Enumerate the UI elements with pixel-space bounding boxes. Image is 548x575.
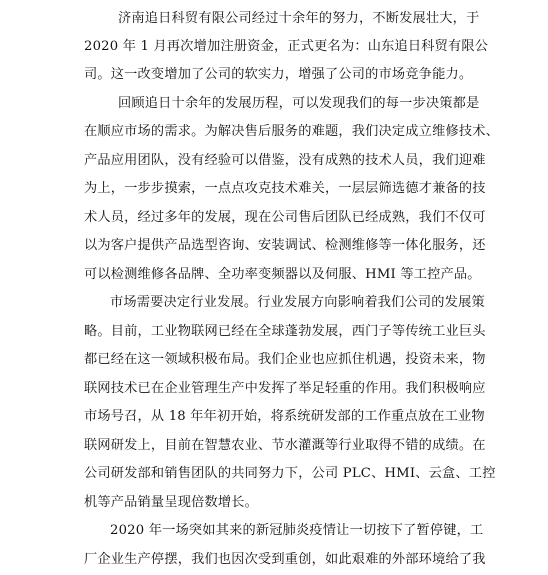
paragraph-line: 以为客户提供产品选型咨询、安装调试、检测维修等一体化服务，还 <box>84 238 486 253</box>
paragraph-line: 市场号召，从 18 年年初开始，将系统研发部的工作重点放在工业物 <box>84 409 485 424</box>
paragraph-line: 2020 年 1 月再次增加注册资金，正式更名为：山东追日科贸有限公 <box>84 39 489 54</box>
paragraph-line: 回顾追日十余年的发展历程，可以发现我们的每一步决策都是 <box>118 96 480 111</box>
paragraph-line: 都已经在这一领域积极布局。我们企业也应抓住机遇，投资未来，物 <box>84 352 486 367</box>
paragraph-line: 联网研发上，目前在智慧农业、节水灌溉等行业取得不错的成绩。在 <box>84 438 486 453</box>
paragraph-line: 市场需要决定行业发展。行业发展方向影响着我们公司的发展策 <box>110 295 485 310</box>
paragraph-line: 产品应用团队，没有经验可以借鉴，没有成熟的技术人员，我们迎难 <box>84 153 486 168</box>
paragraph-line: 厂企业生产停摆，我们也因次受到重创，如此艰难的外部环境给了我 <box>84 552 486 567</box>
paragraph-line: 可以检测维修各品牌、全功率变频器以及伺服、HMI 等工控产品。 <box>84 267 481 282</box>
paragraph-line: 济南追日科贸有限公司经过十余年的努力，不断发展壮大，于 <box>118 11 480 26</box>
paragraph-line: 2020 年一场突如其来的新冠肺炎疫情让一切按下了暂停键，工 <box>110 523 484 538</box>
paragraph-line: 联网技术已在企业管理生产中发挥了举足轻重的作用。我们积极响应 <box>84 381 486 396</box>
paragraph-line: 略。目前，工业物联网已经在全球蓬勃发展，西门子等传统工业巨头 <box>84 324 486 339</box>
paragraph-line: 在顺应市场的需求。为解决售后服务的难题，我们决定成立维修技术、 <box>84 124 500 139</box>
paragraph-line: 公司研发部和销售团队的共同努力下，公司 PLC、HMI、云盒、工控 <box>84 466 496 481</box>
paragraph-line: 术人员，经过多年的发展，现在公司售后团队已经成熟，我们不仅可 <box>84 210 486 225</box>
paragraph-line: 机等产品销量呈现倍数增长。 <box>84 495 259 510</box>
paragraph-line: 为上，一步步摸索，一点点攻克技术难关，一层层筛选德才兼备的技 <box>84 181 486 196</box>
paragraph-line: 司。这一改变增加了公司的软实力，增强了公司的市场竞争能力。 <box>84 67 473 82</box>
